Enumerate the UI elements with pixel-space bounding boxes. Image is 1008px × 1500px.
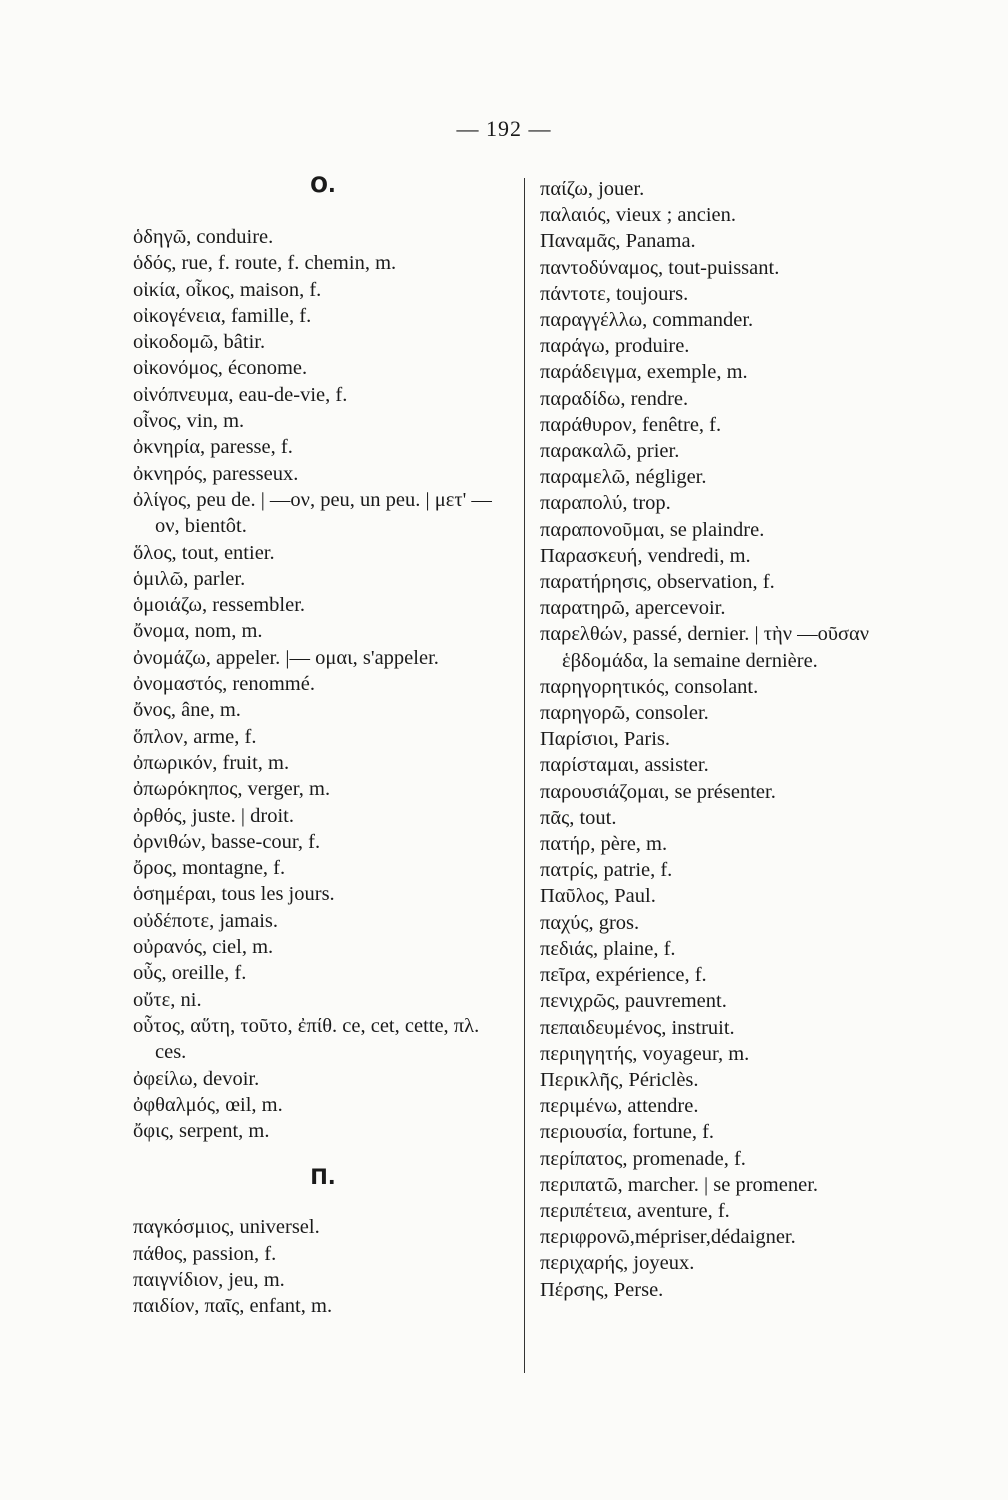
dictionary-entry: περιπατῶ, marcher. | se promener. xyxy=(540,1173,819,1196)
section-heading-pi: Π. xyxy=(310,1165,336,1190)
dictionary-entry: Παναμᾶς, Panama. xyxy=(540,230,696,253)
entries-right xyxy=(540,176,960,1303)
dictionary-entry: ὀρνιθών, basse-cour, f. xyxy=(133,830,321,853)
dictionary-entry: περιουσία, fortune, f. xyxy=(540,1121,715,1144)
dictionary-entry: παρελθών, passé, dernier. | τὴν —οῦσαν ἑβδομάδα, la semaine dernière. xyxy=(540,623,870,672)
dictionary-entry: παρακαλῶ, prier. xyxy=(540,440,680,463)
dictionary-entry: οἶνος, vin, m. xyxy=(133,410,245,433)
dictionary-entry: οὖς, oreille, f. xyxy=(133,962,247,985)
dictionary-entry: παραπολύ, trop. xyxy=(540,492,671,515)
page-number: — 192 — xyxy=(456,116,552,141)
dictionary-entry: ὁμιλῶ, parler. xyxy=(133,567,246,590)
dictionary-entry: οἰκονόμος, économe. xyxy=(133,357,308,380)
dictionary-entry: οὐρανός, ciel, m. xyxy=(133,936,274,959)
dictionary-entry: παραπονοῦμαι, se plaindre. xyxy=(540,518,765,541)
dictionary-entry: παιδίον, παῖς, enfant, m. xyxy=(133,1295,333,1318)
dictionary-entry: Παρίσιοι, Paris. xyxy=(540,728,670,751)
entries-pi xyxy=(133,1214,513,1319)
dictionary-entry: παρουσιάζομαι, se présenter. xyxy=(540,780,776,803)
dictionary-entry: πεῖρα, expérience, f. xyxy=(540,964,707,987)
dictionary-entry: παχύς, gros. xyxy=(540,911,640,934)
left-column xyxy=(133,170,513,1320)
dictionary-entry: παραγγέλλω, commander. xyxy=(540,309,754,332)
dictionary-entry: πεδιάς, plaine, f. xyxy=(540,937,676,960)
dictionary-entry: ὀκνηρία, paresse, f. xyxy=(133,436,293,459)
dictionary-entry: οἰνόπνευμα, eau-de-vie, f. xyxy=(133,383,348,406)
dictionary-entry: παράγω, produire. xyxy=(540,335,690,358)
dictionary-entry: παρηγορῶ, consoler. xyxy=(540,702,709,725)
dictionary-entry: Παῦλος, Paul. xyxy=(540,885,656,908)
dictionary-entry: παρατηρῶ, apercevoir. xyxy=(540,597,726,620)
dictionary-entry: παρατήρησις, observation, f. xyxy=(540,571,775,594)
dictionary-entry: πάντοτε, toujours. xyxy=(540,282,689,305)
dictionary-entry: περιμένω, attendre. xyxy=(540,1095,699,1118)
dictionary-entry: πενιχρῶς, pauvrement. xyxy=(540,990,727,1013)
dictionary-entry: οὐδέποτε, jamais. xyxy=(133,909,279,932)
dictionary-entry: ὁμοιάζω, ressembler. xyxy=(133,594,306,617)
dictionary-entry: ὁσημέραι, tous les jours. xyxy=(133,883,335,906)
dictionary-entry: οἰκογένεια, famille, f. xyxy=(133,304,312,327)
dictionary-entry: παράθυρον, fenêtre, f. xyxy=(540,413,722,436)
dictionary-entry: παίζω, jouer. xyxy=(540,178,645,200)
dictionary-entry: ὀνομάζω, appeler. |— ομαι, s'appeler. xyxy=(133,646,439,669)
dictionary-entry: πάθος, passion, f. xyxy=(133,1242,277,1265)
dictionary-entry: οἰκοδομῶ, bâtir. xyxy=(133,331,266,354)
dictionary-entry: περιφρονῶ,mépriser,dédaigner. xyxy=(540,1226,796,1249)
dictionary-entry: ὀλίγος, peu de. | —ον, peu, un peu. | μετ' —ον, bientôt. xyxy=(133,488,492,538)
dictionary-entry: παραμελῶ, négliger. xyxy=(540,466,707,489)
dictionary-entry: πᾶς, tout. xyxy=(540,806,617,829)
dictionary-entry: ὀφείλω, devoir. xyxy=(133,1067,260,1090)
dictionary-entry: ὁδός, rue, f. route, f. chemin, m. xyxy=(133,252,397,275)
dictionary-entry: ὀπωρόκηπος, verger, m. xyxy=(133,778,331,801)
dictionary-entry: οἰκία, οἶκος, maison, f. xyxy=(133,278,322,301)
dictionary-entry: οὔτε, ni. xyxy=(133,988,202,1011)
right-column xyxy=(540,176,960,1303)
dictionary-entry: πεπαιδευμένος, instruit. xyxy=(540,1016,735,1039)
dictionary-entry: παλαιός, vieux ; ancien. xyxy=(540,204,737,227)
dictionary-entry: περιηγητής, voyageur, m. xyxy=(540,1042,750,1065)
dictionary-entry: Περικλῆς, Périclès. xyxy=(540,1068,699,1091)
dictionary-entry: περιπέτεια, aventure, f. xyxy=(540,1199,730,1222)
dictionary-entry: ὀκνηρός, paresseux. xyxy=(133,462,299,485)
dictionary-entry: παρίσταμαι, assister. xyxy=(540,754,709,777)
dictionary-entry: Πέρσης, Perse. xyxy=(540,1278,664,1301)
dictionary-entry: ὀπωρικόν, fruit, m. xyxy=(133,751,290,774)
dictionary-entry: ὄνομα, nom, m. xyxy=(133,620,263,643)
entries-omicron xyxy=(133,224,513,1144)
dictionary-entry: παραδίδω, rendre. xyxy=(540,387,689,410)
dictionary-entry: παγκόσμιος, universel. xyxy=(133,1216,320,1239)
dictionary-entry: ὄφις, serpent, m. xyxy=(133,1120,270,1143)
dictionary-entry: ὁδηγῶ, conduire. xyxy=(133,226,274,248)
dictionary-entry: ὅλος, tout, entier. xyxy=(133,541,275,564)
dictionary-entry: ὀρθός, juste. | droit. xyxy=(133,804,294,827)
dictionary-entry: ὄρος, montagne, f. xyxy=(133,857,286,880)
dictionary-entry: Παρασκευή, vendredi, m. xyxy=(540,544,751,567)
dictionary-entry: παντοδύναμος, tout-puissant. xyxy=(540,256,780,279)
dictionary-entry: ὅπλον, arme, f. xyxy=(133,725,257,748)
dictionary-entry: πατρίς, patrie, f. xyxy=(540,859,673,882)
dictionary-entry: ὀνομαστός, renommé. xyxy=(133,673,315,696)
dictionary-entry: ὄνος, âne, m. xyxy=(133,699,241,722)
dictionary-entry: περιχαρής, joyeux. xyxy=(540,1252,695,1275)
column-divider xyxy=(524,178,525,1373)
dictionary-entry: οὗτος, αὕτη, τοῦτο, ἐπίθ. ce, cet, cette, πλ. ces. xyxy=(133,1014,480,1064)
section-heading-omicron: Ο. xyxy=(310,173,336,197)
dictionary-entry: πατήρ, père, m. xyxy=(540,833,668,856)
dictionary-entry: παιγνίδιον, jeu, m. xyxy=(133,1268,285,1291)
dictionary-entry: παράδειγμα, exemple, m. xyxy=(540,361,748,384)
dictionary-entry: περίπατος, promenade, f. xyxy=(540,1147,746,1170)
dictionary-entry: παρηγορητικός, consolant. xyxy=(540,675,759,698)
dictionary-entry: ὀφθαλμός, œil, m. xyxy=(133,1093,283,1116)
